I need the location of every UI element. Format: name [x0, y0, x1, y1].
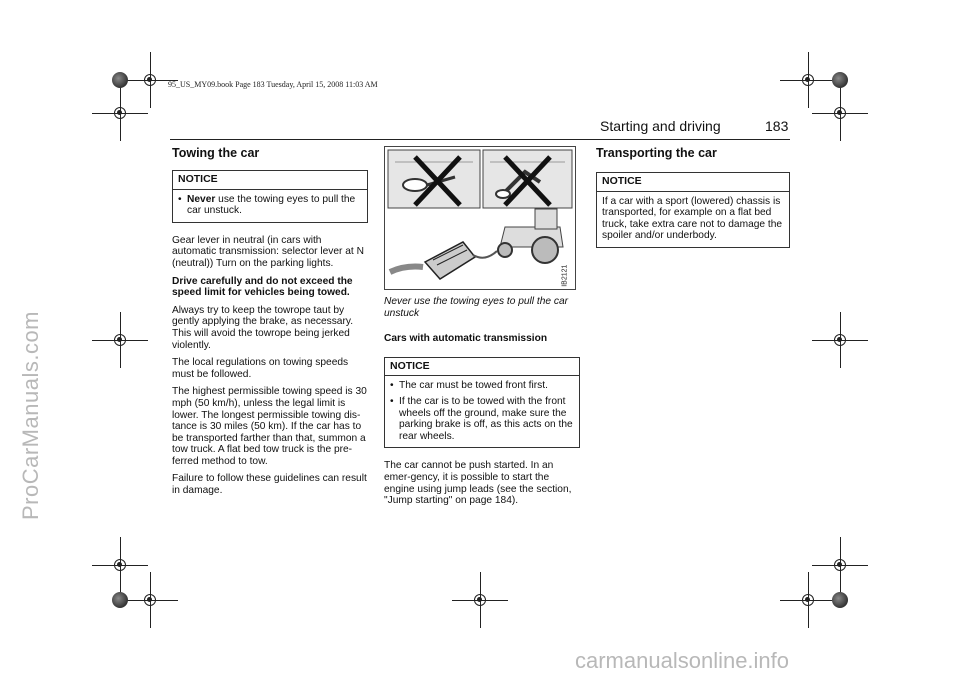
heading-towing: Towing the car: [172, 146, 260, 160]
notice-bullet: • Never use the towing eyes to pull the car unstuck.: [178, 193, 356, 217]
registration-dot: [112, 72, 128, 88]
registration-dot: [832, 592, 848, 608]
notice-text: If a car with a sport (lowered) chassis is transported, for example on a flat bed truck, take extra care not to damage the spoiler and/or underbody.: [602, 195, 783, 242]
notice-box: [172, 170, 368, 223]
notice-box: [384, 357, 580, 449]
notice-bullet: • The car must be towed front first.: [390, 380, 548, 392]
notice-title: NOTICE: [173, 171, 367, 190]
paragraph: Failure to follow these guidelines can result in damage.: [172, 473, 367, 497]
registration-dot: [832, 72, 848, 88]
column-3: [596, 146, 790, 260]
paragraph-bold: Drive carefully and do not exceed the speed limit for vehicles being towed.: [172, 275, 353, 299]
paragraph: The car cannot be push started. In an emer-gency, it is possible to start the engine using jump leads (see the section, "Jump starting" on page 184).: [384, 460, 572, 507]
notice-bullet: • If the car is to be towed with the front wheels off the ground, make sure the parking brake is off, as this acts on the rear wheels.: [390, 395, 573, 442]
towing-illustration: [384, 146, 576, 290]
notice-bold: Never: [187, 193, 216, 205]
page-number: 183: [765, 118, 789, 134]
figure-caption: Never use the towing eyes to pull the car unstuck: [384, 296, 569, 319]
notice-title: NOTICE: [385, 358, 579, 377]
figure-code: IB2121: [561, 265, 569, 288]
section-title: Starting and driving: [600, 118, 721, 134]
paragraph: Gear lever in neutral (in cars with automatic transmission: selector lever at N (neutral)) Turn on the parking lights.: [172, 234, 364, 269]
notice-title: NOTICE: [597, 173, 789, 192]
notice-box: [596, 172, 790, 248]
watermark-bottom: carmanualsonline.info: [575, 648, 790, 673]
watermark-left: ProCarManuals.com: [18, 310, 43, 520]
column-1: [172, 146, 368, 503]
header-rule: [170, 139, 790, 140]
subheading-automatic: Cars with automatic transmission: [384, 333, 548, 345]
print-slug: 95_US_MY09.book Page 183 Tuesday, April 15, 2008 11:03 AM: [168, 80, 378, 89]
registration-dot: [112, 592, 128, 608]
notice-text: use the towing eyes to pull the car unstuck.: [187, 193, 356, 217]
notice-text: If the car is to be towed with the front wheels off the ground, make sure the parking brake is off, as this acts on the rear wheels.: [399, 395, 573, 442]
paragraph: The highest permissible towing speed is 30 mph (50 km/h), unless the legal limit is lower. The longest permissible towing dis-tance is 30 miles (50 km). If the car has to be transported farther than that, summon a tow truck. A flat bed tow truck is the pre-ferred method to tow.: [172, 386, 367, 467]
paragraph: The local regulations on towing speeds must be followed.: [172, 357, 349, 380]
heading-transporting: Transporting the car: [596, 146, 717, 160]
column-2: [384, 146, 580, 513]
notice-text: The car must be towed front first.: [399, 380, 548, 392]
paragraph: Always try to keep the towrope taut by gently applying the brake, as necessary. This will avoid the towrope being jerked violently.: [172, 304, 354, 351]
towing-illustration-svg: [385, 147, 575, 289]
